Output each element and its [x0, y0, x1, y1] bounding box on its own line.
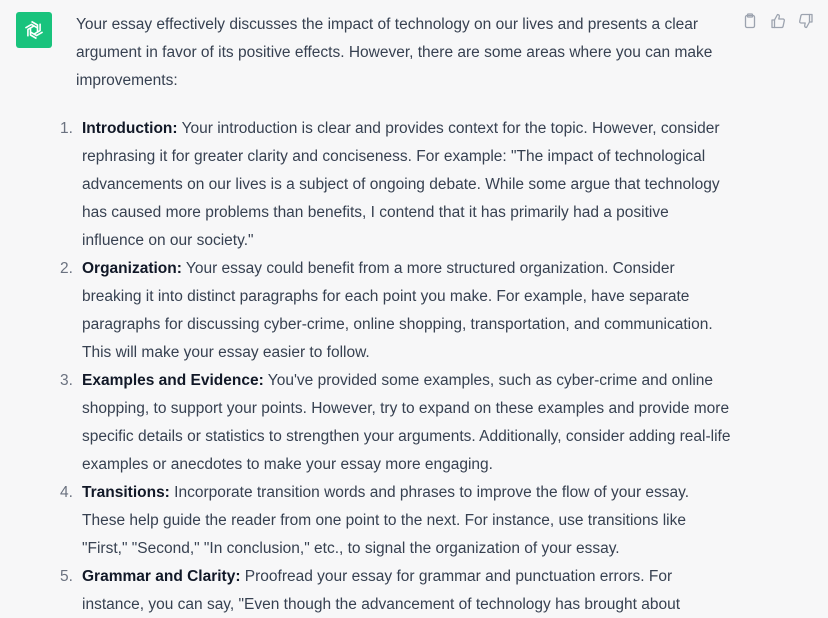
point-text: Proofread your essay for grammar and punctuation errors. For instance, you can say, "Even though the advancement of technology has brought about — [82, 568, 681, 613]
list-item — [60, 479, 732, 563]
point-term: Transitions: — [82, 484, 170, 501]
list-number: 4. — [60, 484, 73, 501]
message-actions — [740, 11, 816, 31]
list-number: 2. — [60, 260, 73, 277]
assistant-message — [60, 11, 732, 618]
assistant-avatar — [16, 12, 52, 48]
point-text: Your introduction is clear and provides context for the topic. However, consider rephrasing it for greater clarity and conciseness. For example: "The impact of technological advancements on our lives is a subject of ongoing debate. While some argue that technology has caused more problems than benefits, I contend that it has primarily had a positive influence on our society." — [82, 120, 720, 249]
point-term: Introduction: — [82, 120, 178, 137]
list-item — [60, 255, 732, 367]
feedback-list — [60, 115, 732, 618]
point-term: Organization: — [82, 260, 182, 277]
thumbs-down-icon — [798, 13, 814, 29]
openai-logo-icon — [22, 18, 46, 42]
list-item — [60, 563, 732, 618]
message-intro: Your essay effectively discusses the impact of technology on our lives and presents a clear argument in favor of its positive effects. However, there are some areas where you can make improvements: — [76, 16, 713, 89]
copy-button[interactable] — [740, 11, 760, 31]
point-text: You've provided some examples, such as cyber-crime and online shopping, to support your points. However, try to expand on these examples and provide more specific details or statistics to strengthen your arguments. Additionally, consider adding real-life examples or anecdotes to make your essay more engaging. — [82, 372, 731, 473]
list-number: 3. — [60, 372, 73, 389]
point-term: Examples and Evidence: — [82, 372, 264, 389]
list-item — [60, 115, 732, 255]
clipboard-icon — [742, 13, 758, 29]
point-term: Grammar and Clarity: — [82, 568, 241, 585]
like-button[interactable] — [768, 11, 788, 31]
list-item — [60, 367, 732, 479]
thumbs-up-icon — [770, 13, 786, 29]
list-number: 5. — [60, 568, 73, 585]
point-text: Your essay could benefit from a more structured organization. Consider breaking it into distinct paragraphs for each point you make. For example, have separate paragraphs for discussing cyber-crime, online shopping, transportation, and communication. This will make your essay easier to follow. — [82, 260, 713, 361]
list-number: 1. — [60, 120, 73, 137]
dislike-button[interactable] — [796, 11, 816, 31]
point-text: Incorporate transition words and phrases to improve the flow of your essay. These help guide the reader from one point to the next. For instance, use transitions like "First," "Second," "In conclusion," etc., to signal the organization of your essay. — [82, 484, 690, 557]
